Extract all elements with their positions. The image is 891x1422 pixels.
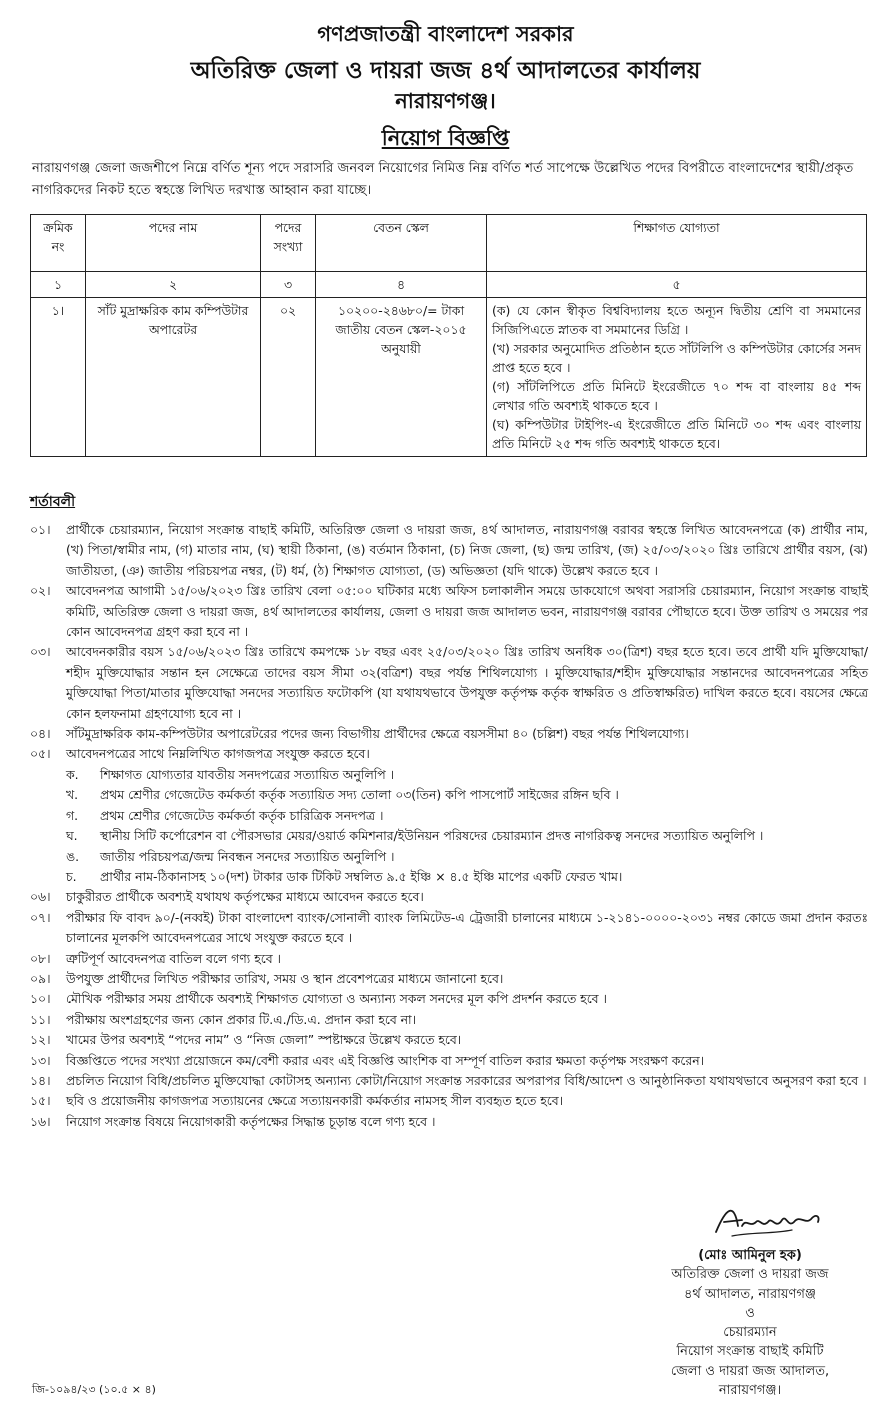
qualification-item: (ক) যে কোন স্বীকৃত বিশ্ববিদ্যালয় হতে অন্যূন দ্বিতীয় শ্রেণি বা সমমানের সিজিপিএতে স্নাতক বা সমমানের ডিগ্রি । bbox=[492, 303, 861, 337]
term-item bbox=[30, 1010, 868, 1030]
document-item bbox=[66, 826, 868, 846]
term-text: সাঁটমুদ্রাক্ষরিক কাম-কম্পিউটার অপারেটরের পদের জন্য বিভাগীয় প্রার্থীদের ক্ষেত্রে বয়সসীমা ৪০ (চল্লিশ) বছর পর্যন্ত শিথিলযোগ্য। bbox=[66, 726, 689, 742]
term-number: ০৭। bbox=[30, 909, 51, 925]
term-number: ০৯। bbox=[30, 970, 51, 986]
header-serial: ক্রমিক নং bbox=[31, 215, 86, 272]
signatory-role: চেয়ারম্যান bbox=[723, 1325, 777, 1341]
term-item bbox=[30, 1112, 868, 1132]
table-number-row bbox=[31, 272, 867, 298]
term-item bbox=[30, 969, 868, 989]
signatory-conjunction: ও bbox=[745, 1305, 755, 1321]
term-number: ০৬। bbox=[30, 889, 51, 905]
term-text: উপযুক্ত প্রার্থীদের লিখিত পরীক্ষার তারিখ, সময় ও স্থান প্রবেশপত্রের মাধ্যমে জানানো হবে। bbox=[66, 970, 504, 986]
sub-text: প্রার্থীর নাম-ঠিকানাসহ ১০(দশ) টাকার ডাক টিকিট সম্বলিত ৯.৫ ইঞ্চি × ৪.৫ ইঞ্চি মাপের একটি ফেরত খাম। bbox=[100, 868, 623, 884]
term-text: আবেদনপত্রের সাথে নিম্নলিখিত কাগজপত্র সংযুক্ত করতে হবে। bbox=[66, 746, 370, 762]
qualification-item: (গ) সাঁটলিপিতে প্রতি মিনিটে ইংরেজীতে ৭০ শব্দ বা বাংলায় ৪৫ শব্দ লেখার গতি অবশ্যই থাকতে হবে । bbox=[492, 379, 861, 413]
term-text: ত্রুটিপূর্ণ আবেদনপত্র বাতিল বলে গণ্য হবে । bbox=[66, 950, 281, 966]
term-text: নিয়োগ সংক্রান্ত বিষয়ে নিয়োগকারী কর্তৃপক্ষের সিদ্ধান্ত চূড়ান্ত বলে গণ্য হবে । bbox=[66, 1113, 436, 1129]
terms-list bbox=[30, 520, 868, 1132]
sub-text: জাতীয় পরিচয়পত্র/জন্ম নিবন্ধন সনদের সত্যায়িত অনুলিপি । bbox=[100, 848, 395, 864]
table-row bbox=[31, 298, 867, 457]
term-number: ১২। bbox=[30, 1032, 51, 1048]
col-number: ১ bbox=[31, 272, 86, 298]
header-post-name: পদের নাম bbox=[86, 215, 261, 272]
term-text: আবেদনকারীর বয়স ১৫/০৬/২০২৩ খ্রিঃ তারিখে কমপক্ষে ১৮ বছর এবং ২৫/০৩/২০২০ খ্রিঃ তারিখ অনধিক ৩০(ত্রিশ) বছর হতে হবে। তবে প্রার্থী যদি মুক্তিযোদ্ধা/শহীদ মুক্তিযোদ্ধার সন্তান হন সেক্ষেত্রে তাদের বয়স সীমা ৩২(বত্রিশ) বছর পর্যন্ত শিথিলযোগ্য । মুক্তিযোদ্ধার/শহীদ মুক্তিযোদ্ধার সন্তানদের আবেদনপত্রের সহিত মুক্তিযোদ্ধা পিতা/মাতার মুক্তিযোদ্ধা সনদের সত্যায়িত ফটোকপি (যা যথাযথভাবে উপযুক্ত কর্তৃপক্ষ কর্তৃক স্বাক্ষরিত ও প্রতিস্বাক্ষরিত) দাখিল করতে হবে। বয়সের ক্ষেত্রে কোন হলফনামা গ্রহণযোগ্য হবে না । bbox=[66, 644, 868, 721]
term-text: ছবি ও প্রয়োজনীয় কাগজপত্র সত্যায়নের ক্ষেত্রে সত্যায়নকারী কর্মকর্তার নামসহ সীল ব্যবহৃত হতে হবে। bbox=[66, 1093, 564, 1109]
term-item bbox=[30, 949, 868, 969]
header-qualification: শিক্ষাগত যোগ্যতা bbox=[487, 215, 867, 272]
term-item bbox=[30, 1051, 868, 1071]
col-number: ৫ bbox=[487, 272, 867, 298]
term-text: আবেদনপত্র আগামী ১৫/০৬/২০২৩ খ্রিঃ তারিখ বেলা ০৫:০০ ঘটিকার মধ্যে অফিস চলাকালীন সময়ে ডাকযোগে অথবা সরাসরি চেয়ারম্যান, নিয়োগ সংক্রান্ত বাছাই কমিটি, অতিরিক্ত জেলা ও দায়রা জজ, ৪র্থ আদালতের কার্যালয়, জেলা ও দায়রা জজ আদালত ভবন, নারায়ণগঞ্জ বরাবর পৌছাতে হবে। উক্ত তারিখ ও সময়ের পর কোন আবেদনপত্র গ্রহণ করা হবে না । bbox=[66, 583, 868, 640]
table-header-row bbox=[31, 215, 867, 272]
sub-text: প্রথম শ্রেণীর গেজেটেড কর্মকর্তা কর্তৃক চারিত্রিক সনদপত্র । bbox=[100, 807, 384, 823]
sub-number: ঘ. bbox=[66, 828, 78, 844]
signatory-court-building: জেলা ও দায়রা জজ আদালত, bbox=[670, 1363, 830, 1379]
document-item bbox=[66, 806, 868, 826]
office-title: অতিরিক্ত জেলা ও দায়রা জজ ৪র্থ আদালতের কার্যালয় bbox=[190, 58, 701, 84]
row-post-count: ০২ bbox=[261, 298, 316, 457]
row-qualification bbox=[487, 298, 867, 457]
term-number: ০২। bbox=[30, 583, 51, 599]
term-item bbox=[30, 1071, 868, 1091]
qualification-item: (খ) সরকার অনুমোদিত প্রতিষ্ঠান হতে সাঁটলিপি ও কম্পিউটার কোর্সের সনদ প্রাপ্ত হতে হবে । bbox=[492, 341, 861, 375]
term-number: ১৪। bbox=[30, 1072, 51, 1088]
handwritten-signature bbox=[712, 1200, 824, 1240]
intro-paragraph: নারায়ণগঞ্জ জেলা জজশীপে নিম্নে বর্ণিত শূন্য পদে সরাসরি জনবল নিয়োগের নিমিত্ত নিম্ন বর্ণিত শর্ত সাপেক্ষে উল্লেখিত পদের বিপরীতে বাংলাদেশের স্থায়ী/প্রকৃত নাগরিকদের নিকট হতে স্বহস্তে লিখিত দরখাস্ত আহ্বান করা যাচ্ছে। bbox=[32, 161, 854, 198]
col-number: ২ bbox=[86, 272, 261, 298]
document-item bbox=[66, 847, 868, 867]
term-text: পরীক্ষায় অংশগ্রহণের জন্য কোন প্রকার টি.এ./ডি.এ. প্রদান করা হবে না। bbox=[66, 1011, 417, 1027]
term-text: মৌখিক পরীক্ষার সময় প্রার্থীকে অবশ্যই শিক্ষাগত যোগ্যতা ও অন্যান্য সকল সনদের মূল কপি প্রদর্শন করতে হবে । bbox=[66, 991, 607, 1007]
term-number: ১৬। bbox=[30, 1113, 51, 1129]
notice-title: নিয়োগ বিজ্ঞপ্তি bbox=[381, 126, 510, 150]
government-title: গণপ্রজাতন্ত্রী বাংলাদেশ সরকার bbox=[317, 22, 574, 46]
signatory-location: নারায়ণগঞ্জ। bbox=[718, 1383, 782, 1399]
sub-text: শিক্ষাগত যোগ্যতার যাবতীয় সনদপত্রের সত্যায়িত অনুলিপি । bbox=[100, 766, 395, 782]
sub-text: স্থানীয় সিটি কর্পোরেশন বা পৌরসভার মেয়র/ওয়ার্ড কমিশনার/ইউনিয়ন পরিষদের চেয়ারম্যান প্রদত্ত নাগরিকত্ব সনদের সত্যায়িত অনুলিপি । bbox=[100, 828, 764, 844]
term-text: চাকুরীরত প্রার্থীকে অবশ্যই যথাযথ কর্তৃপক্ষের মাধ্যমে আবেদন করতে হবে। bbox=[66, 889, 424, 905]
term-number: ১০। bbox=[30, 991, 51, 1007]
col-number: ৩ bbox=[261, 272, 316, 298]
term-number: ১৩। bbox=[30, 1052, 51, 1068]
sub-number: চ. bbox=[66, 868, 77, 884]
signature-block bbox=[640, 1246, 860, 1400]
term-number: ০১। bbox=[30, 522, 51, 537]
term-item bbox=[30, 887, 868, 907]
terms-heading: শর্তাবলী bbox=[30, 494, 76, 510]
row-serial: ১। bbox=[31, 298, 86, 457]
term-number: ০৫। bbox=[30, 746, 51, 762]
term-text: খামের উপর অবশ্যই “পদের নাম” ও “নিজ জেলা” স্পষ্টাক্ষরে উল্লেখ করতে হবে। bbox=[66, 1032, 462, 1048]
term-item bbox=[30, 1091, 868, 1111]
term-number: ১৫। bbox=[30, 1093, 51, 1109]
term-number: ০৩। bbox=[30, 644, 51, 660]
term-number: ০৪। bbox=[30, 726, 51, 742]
post-table bbox=[30, 214, 867, 457]
term-item bbox=[30, 642, 868, 724]
sub-number: গ. bbox=[66, 807, 79, 823]
signatory-committee: নিয়োগ সংক্রান্ত বাছাই কমিটি bbox=[676, 1344, 824, 1360]
term-text: বিজ্ঞপ্তিতে পদের সংখ্যা প্রয়োজনে কম/বেশী করার এবং এই বিজ্ঞপ্তি আংশিক বা সম্পূর্ণ বাতিল করার ক্ষমতা কর্তৃপক্ষ সংরক্ষণ করেন। bbox=[66, 1052, 705, 1068]
term-text: পরীক্ষার ফি বাবদ ৯০/-(নব্বই) টাকা বাংলাদেশ ব্যাংক/সোনালী ব্যাংক লিমিটেড-এ ট্রেজারী চালানের মাধ্যমে ১-২১৪১-০০০০-২০৩১ নম্বর কোডে জমা প্রদান করতঃ চালানের মূলকপি আবেদনপত্রের সাথে সংযুক্ত করতে হবে । bbox=[66, 909, 868, 946]
qualification-item: (ঘ) কম্পিউটার টাইপিং-এ ইংরেজীতে প্রতি মিনিটে ৩০ শব্দ এবং বাংলায় প্রতি মিনিটে ২৫ শব্দ গতি অবশ্যই থাকতে হবে। bbox=[492, 417, 861, 451]
term-item bbox=[30, 724, 868, 744]
term-text: প্রচলিত নিয়োগ বিধি/প্রচলিত মুক্তিযোদ্ধা কোটাসহ অন্যান্য কোটা/নিয়োগ সংক্রান্ত সরকারের অপরাপর বিধি/আদেশ ও আনুষ্ঠানিকতা যথাযথভাবে অনুসরণ করা হবে । bbox=[66, 1072, 867, 1088]
term-item bbox=[30, 908, 868, 949]
sub-number: ক. bbox=[66, 766, 79, 782]
document-item bbox=[66, 785, 868, 805]
header-post-count: পদের সংখ্যা bbox=[261, 215, 316, 272]
document-item bbox=[66, 867, 868, 887]
row-pay-scale: ১০২০০-২৪৬৮০/= টাকা জাতীয় বেতন স্কেল-২০১৫ অনুযায়ী bbox=[316, 298, 487, 457]
office-location: নারায়ণগঞ্জ। bbox=[395, 89, 496, 113]
term-number: ০৮। bbox=[30, 950, 51, 966]
col-number: ৪ bbox=[316, 272, 487, 298]
signatory-designation: অতিরিক্ত জেলা ও দায়রা জজ bbox=[671, 1267, 829, 1283]
header-pay-scale: বেতন স্কেল bbox=[316, 215, 487, 272]
term-item bbox=[30, 744, 868, 764]
term-text: প্রার্থীকে চেয়ারম্যান, নিয়োগ সংক্রান্ত বাছাই কমিটি, অতিরিক্ত জেলা ও দায়রা জজ, ৪র্থ আদালত, নারায়ণগঞ্জ বরাবর স্বহস্তে লিখিত আবেদনপত্রে (ক) প্রার্থীর নাম, (খ) পিতা/স্বামীর নাম, (গ) মাতার নাম, (ঘ) স্থায়ী ঠিকানা, (ঙ) বর্তমান ঠিকানা, (চ) নিজ জেলা, (ছ) জন্ম তারিখ, (জ) ২৫/০৩/২০২০ খ্রিঃ তারিখে প্রার্থীর বয়স, (ঝ) জাতীয়তা, (ঞ) জাতীয় পরিচয়পত্র নম্বর, (ট) ধর্ম, (ঠ) শিক্ষাগত যোগ্যতা, (ড) অভিজ্ঞতা (যদি থাকে) উল্লেখ করতে হবে । bbox=[66, 522, 868, 578]
sub-number: খ. bbox=[66, 787, 79, 803]
term-item bbox=[30, 989, 868, 1009]
term-item bbox=[30, 1030, 868, 1050]
term-item bbox=[30, 520, 868, 581]
signatory-court: ৪র্থ আদালত, নারায়ণগঞ্জ bbox=[683, 1286, 817, 1302]
signatory-name: (মোঃ আমিনুল হক) bbox=[698, 1248, 802, 1263]
term-item bbox=[30, 581, 868, 642]
sub-text: প্রথম শ্রেণীর গেজেটেড কর্মকর্তা কর্তৃক সত্যায়িত সদ্য তোলা ০৩(তিন) কপি পাসপোর্ট সাইজের রঙ্গিন ছবি । bbox=[100, 787, 619, 803]
row-post-name: সাঁট মুদ্রাক্ষরিক কাম কম্পিউটার অপারেটর bbox=[86, 298, 261, 457]
document-item bbox=[66, 765, 868, 785]
sub-number: ঙ. bbox=[66, 848, 80, 864]
memo-number: জি-১০৯৪/২৩ (১০.৫ × ৪) bbox=[32, 1383, 156, 1396]
term-number: ১১। bbox=[30, 1011, 51, 1027]
